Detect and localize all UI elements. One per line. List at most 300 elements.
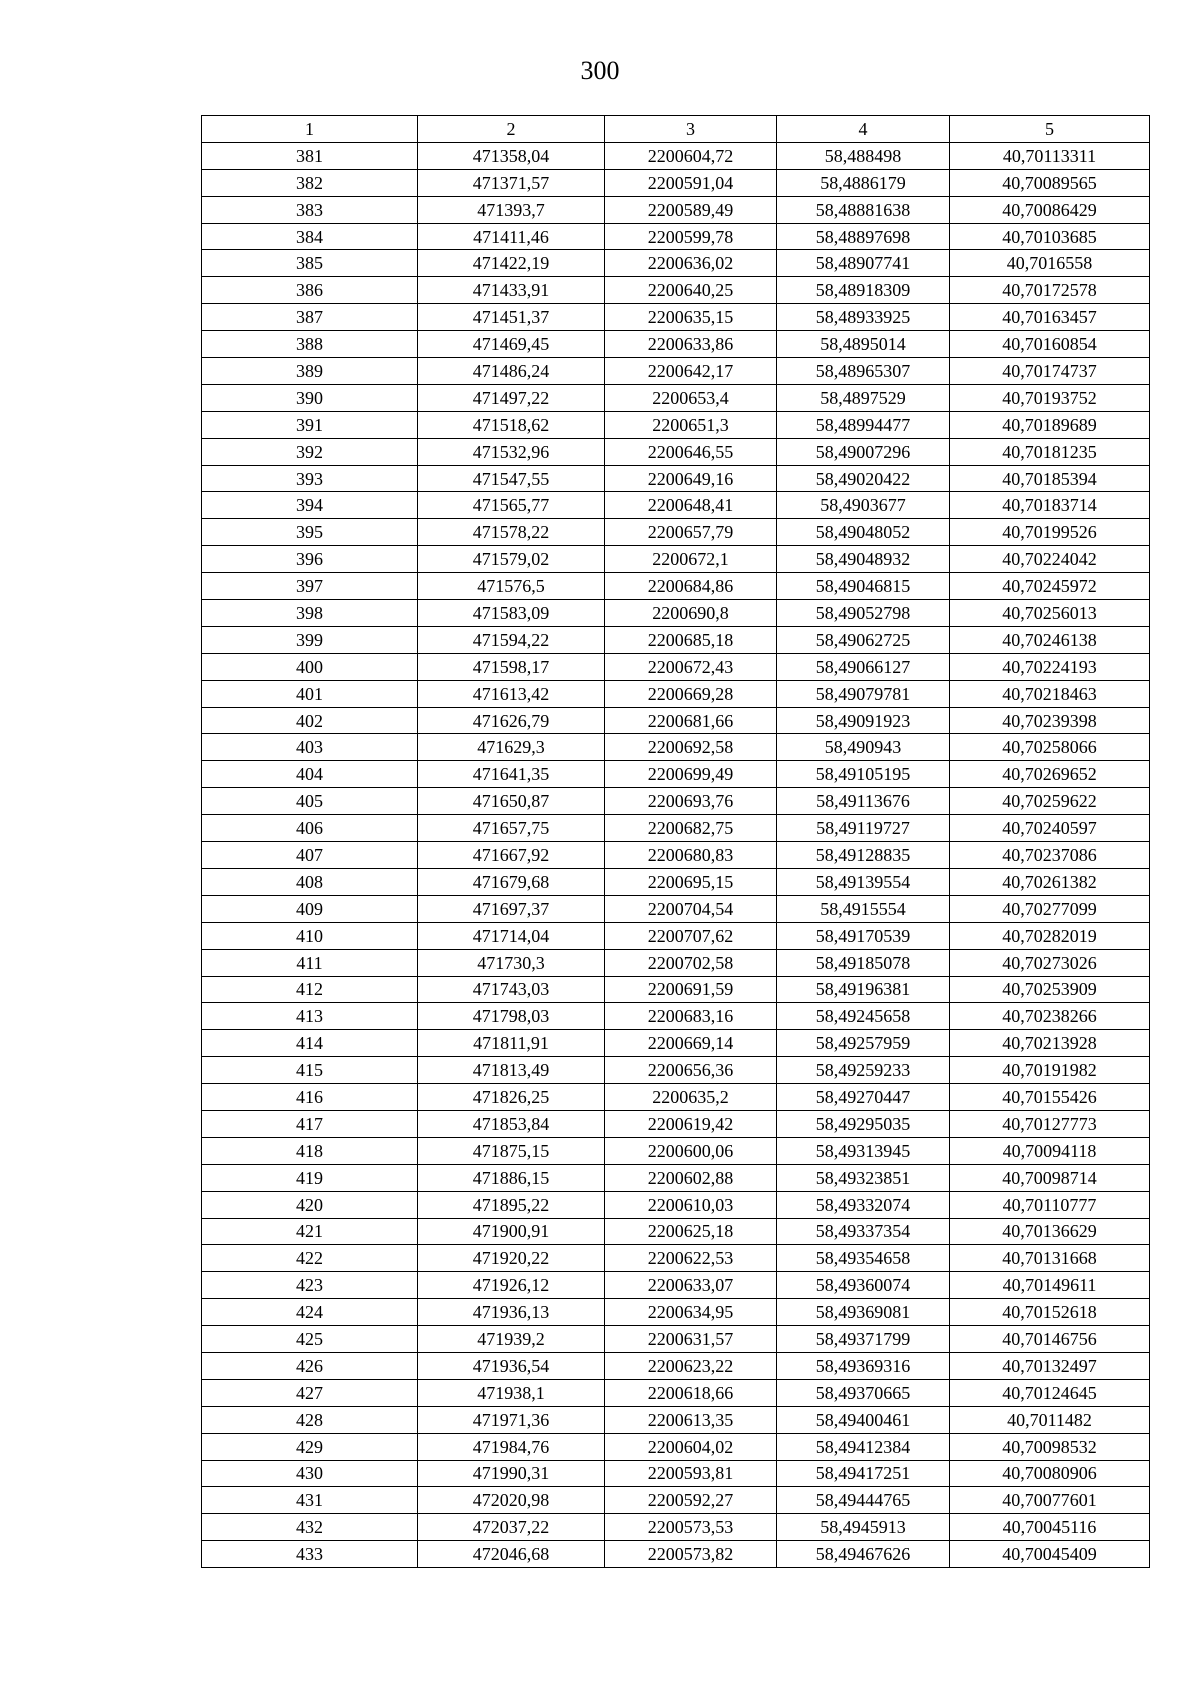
table-cell-col4: 58,49295035 — [777, 1110, 950, 1137]
table-cell-col5: 40,7016558 — [950, 250, 1150, 277]
table-cell-col4: 58,49354658 — [777, 1245, 950, 1272]
table-cell-col4: 58,488498 — [777, 142, 950, 169]
table-cell-col3: 2200573,53 — [605, 1514, 777, 1541]
table-row — [202, 1379, 1150, 1406]
table-row — [202, 600, 1150, 627]
table-cell-col2: 471714,04 — [418, 922, 605, 949]
table-cell-col3: 2200600,06 — [605, 1137, 777, 1164]
table-row — [202, 1084, 1150, 1111]
table-row — [202, 1514, 1150, 1541]
table-cell-col5: 40,70185394 — [950, 465, 1150, 492]
table-cell-col2: 471900,91 — [418, 1218, 605, 1245]
table-cell-col4: 58,49046815 — [777, 573, 950, 600]
table-cell-col3: 2200707,62 — [605, 922, 777, 949]
table-cell-col2: 471875,15 — [418, 1137, 605, 1164]
table-cell-col5: 40,70110777 — [950, 1191, 1150, 1218]
table-row — [202, 492, 1150, 519]
table-cell-col2: 471730,3 — [418, 949, 605, 976]
table-row — [202, 707, 1150, 734]
table-cell-col2: 471532,96 — [418, 438, 605, 465]
table-cell-col5: 40,70246138 — [950, 626, 1150, 653]
table-cell-col2: 471798,03 — [418, 1003, 605, 1030]
table-cell-col3: 2200657,79 — [605, 519, 777, 546]
table-cell-col1: 411 — [202, 949, 418, 976]
table-row — [202, 1352, 1150, 1379]
table-cell-col4: 58,49259233 — [777, 1057, 950, 1084]
table-cell-col2: 471813,49 — [418, 1057, 605, 1084]
table-cell-col1: 413 — [202, 1003, 418, 1030]
table-cell-col3: 2200602,88 — [605, 1164, 777, 1191]
table-cell-col5: 40,70189689 — [950, 411, 1150, 438]
table-cell-col1: 429 — [202, 1433, 418, 1460]
table-cell-col2: 471984,76 — [418, 1433, 605, 1460]
table-cell-col4: 58,49185078 — [777, 949, 950, 976]
table-row — [202, 277, 1150, 304]
table-cell-col4: 58,49119727 — [777, 815, 950, 842]
table-cell-col5: 40,70113311 — [950, 142, 1150, 169]
table-cell-col2: 471594,22 — [418, 626, 605, 653]
table-cell-col1: 431 — [202, 1487, 418, 1514]
table-cell-col4: 58,49313945 — [777, 1137, 950, 1164]
table-row — [202, 304, 1150, 331]
table-cell-col4: 58,4915554 — [777, 895, 950, 922]
table-cell-col2: 471578,22 — [418, 519, 605, 546]
table-cell-col4: 58,49052798 — [777, 600, 950, 627]
table-cell-col5: 40,70103685 — [950, 223, 1150, 250]
table-cell-col4: 58,49170539 — [777, 922, 950, 949]
table-cell-col1: 417 — [202, 1110, 418, 1137]
table-cell-col5: 40,70256013 — [950, 600, 1150, 627]
table-cell-col5: 40,7011482 — [950, 1406, 1150, 1433]
table-cell-col4: 58,49412384 — [777, 1433, 950, 1460]
table-cell-col1: 419 — [202, 1164, 418, 1191]
table-cell-col1: 410 — [202, 922, 418, 949]
table-cell-col3: 2200589,49 — [605, 196, 777, 223]
table-cell-col2: 471697,37 — [418, 895, 605, 922]
table-cell-col3: 2200683,16 — [605, 1003, 777, 1030]
table-row — [202, 519, 1150, 546]
table-cell-col3: 2200669,28 — [605, 680, 777, 707]
table-cell-col2: 471583,09 — [418, 600, 605, 627]
table-cell-col5: 40,70131668 — [950, 1245, 1150, 1272]
coordinates-table — [201, 115, 1150, 1568]
table-cell-col4: 58,4945913 — [777, 1514, 950, 1541]
table-cell-col5: 40,70124645 — [950, 1379, 1150, 1406]
table-cell-col2: 471451,37 — [418, 304, 605, 331]
table-cell-col4: 58,49332074 — [777, 1191, 950, 1218]
table-cell-col3: 2200651,3 — [605, 411, 777, 438]
table-cell-col1: 383 — [202, 196, 418, 223]
table-cell-col4: 58,49323851 — [777, 1164, 950, 1191]
table-cell-col3: 2200685,18 — [605, 626, 777, 653]
table-cell-col3: 2200623,22 — [605, 1352, 777, 1379]
table-cell-col1: 428 — [202, 1406, 418, 1433]
table-cell-col4: 58,49369316 — [777, 1352, 950, 1379]
table-cell-col2: 471971,36 — [418, 1406, 605, 1433]
table-cell-col4: 58,49257959 — [777, 1030, 950, 1057]
table-cell-col4: 58,4903677 — [777, 492, 950, 519]
table-cell-col1: 399 — [202, 626, 418, 653]
table-row — [202, 250, 1150, 277]
table-cell-col1: 381 — [202, 142, 418, 169]
table-row — [202, 1191, 1150, 1218]
table-cell-col5: 40,70149611 — [950, 1272, 1150, 1299]
table-cell-col5: 40,70259622 — [950, 788, 1150, 815]
table-cell-col3: 2200625,18 — [605, 1218, 777, 1245]
table-cell-col3: 2200704,54 — [605, 895, 777, 922]
table-cell-col3: 2200648,41 — [605, 492, 777, 519]
table-row — [202, 895, 1150, 922]
table-cell-col5: 40,70237086 — [950, 842, 1150, 869]
table-cell-col5: 40,70253909 — [950, 976, 1150, 1003]
table-row — [202, 465, 1150, 492]
table-cell-col3: 2200635,2 — [605, 1084, 777, 1111]
table-cell-col1: 412 — [202, 976, 418, 1003]
table-body — [202, 142, 1150, 1567]
table-cell-col5: 40,70045116 — [950, 1514, 1150, 1541]
table-cell-col1: 400 — [202, 653, 418, 680]
table-cell-col3: 2200633,86 — [605, 331, 777, 358]
table-cell-col5: 40,70132497 — [950, 1352, 1150, 1379]
table-cell-col2: 471886,15 — [418, 1164, 605, 1191]
table-cell-col4: 58,490943 — [777, 734, 950, 761]
table-header — [202, 116, 1150, 143]
table-cell-col3: 2200599,78 — [605, 223, 777, 250]
table-cell-col3: 2200618,66 — [605, 1379, 777, 1406]
table-cell-col5: 40,70155426 — [950, 1084, 1150, 1111]
table-cell-col1: 386 — [202, 277, 418, 304]
table-cell-col1: 433 — [202, 1541, 418, 1568]
table-cell-col1: 395 — [202, 519, 418, 546]
table-cell-col2: 471826,25 — [418, 1084, 605, 1111]
table-row — [202, 1137, 1150, 1164]
table-cell-col1: 414 — [202, 1030, 418, 1057]
table-cell-col1: 392 — [202, 438, 418, 465]
table-cell-col1: 401 — [202, 680, 418, 707]
table-cell-col3: 2200656,36 — [605, 1057, 777, 1084]
table-cell-col5: 40,70160854 — [950, 331, 1150, 358]
table-cell-col1: 389 — [202, 358, 418, 385]
table-cell-col2: 471920,22 — [418, 1245, 605, 1272]
table-cell-col4: 58,49370665 — [777, 1379, 950, 1406]
table-row — [202, 169, 1150, 196]
table-cell-col1: 408 — [202, 868, 418, 895]
table-cell-col1: 404 — [202, 761, 418, 788]
table-cell-col1: 422 — [202, 1245, 418, 1272]
table-cell-col2: 472020,98 — [418, 1487, 605, 1514]
table-cell-col2: 471497,22 — [418, 384, 605, 411]
table-cell-col1: 397 — [202, 573, 418, 600]
table-cell-col3: 2200690,8 — [605, 600, 777, 627]
table-cell-col2: 471641,35 — [418, 761, 605, 788]
table-row — [202, 922, 1150, 949]
table-cell-col1: 425 — [202, 1326, 418, 1353]
table-cell-col2: 471433,91 — [418, 277, 605, 304]
table-cell-col5: 40,70213928 — [950, 1030, 1150, 1057]
table-cell-col2: 471679,68 — [418, 868, 605, 895]
table-row — [202, 949, 1150, 976]
table-cell-col5: 40,70174737 — [950, 358, 1150, 385]
table-cell-col1: 432 — [202, 1514, 418, 1541]
table-cell-col3: 2200604,02 — [605, 1433, 777, 1460]
table-cell-col3: 2200693,76 — [605, 788, 777, 815]
table-cell-col4: 58,49400461 — [777, 1406, 950, 1433]
table-cell-col5: 40,70045409 — [950, 1541, 1150, 1568]
table-cell-col5: 40,70094118 — [950, 1137, 1150, 1164]
table-cell-col1: 406 — [202, 815, 418, 842]
table-cell-col5: 40,70183714 — [950, 492, 1150, 519]
table-cell-col2: 471657,75 — [418, 815, 605, 842]
table-cell-col1: 398 — [202, 600, 418, 627]
table-cell-col4: 58,49369081 — [777, 1299, 950, 1326]
table-cell-col3: 2200610,03 — [605, 1191, 777, 1218]
table-cell-col2: 471371,57 — [418, 169, 605, 196]
table-row — [202, 1487, 1150, 1514]
column-header-3: 3 — [605, 116, 777, 143]
table-cell-col4: 58,48897698 — [777, 223, 950, 250]
table-cell-col4: 58,49444765 — [777, 1487, 950, 1514]
table-cell-col2: 471853,84 — [418, 1110, 605, 1137]
table-cell-col4: 58,49360074 — [777, 1272, 950, 1299]
table-cell-col5: 40,70127773 — [950, 1110, 1150, 1137]
table-cell-col5: 40,70277099 — [950, 895, 1150, 922]
table-cell-col3: 2200672,43 — [605, 653, 777, 680]
table-cell-col2: 471629,3 — [418, 734, 605, 761]
table-cell-col1: 394 — [202, 492, 418, 519]
table-cell-col5: 40,70240597 — [950, 815, 1150, 842]
table-row — [202, 976, 1150, 1003]
table-cell-col2: 471939,2 — [418, 1326, 605, 1353]
table-cell-col4: 58,49196381 — [777, 976, 950, 1003]
table-cell-col5: 40,70224042 — [950, 546, 1150, 573]
table-cell-col4: 58,49066127 — [777, 653, 950, 680]
table-cell-col1: 382 — [202, 169, 418, 196]
table-row — [202, 1164, 1150, 1191]
table-cell-col5: 40,70238266 — [950, 1003, 1150, 1030]
table-cell-col1: 391 — [202, 411, 418, 438]
table-cell-col3: 2200669,14 — [605, 1030, 777, 1057]
table-cell-col2: 472037,22 — [418, 1514, 605, 1541]
table-cell-col5: 40,70239398 — [950, 707, 1150, 734]
table-cell-col3: 2200642,17 — [605, 358, 777, 385]
table-cell-col4: 58,49139554 — [777, 868, 950, 895]
table-cell-col4: 58,49020422 — [777, 465, 950, 492]
column-header-1: 1 — [202, 116, 418, 143]
table-cell-col5: 40,70269652 — [950, 761, 1150, 788]
table-cell-col2: 471469,45 — [418, 331, 605, 358]
table-cell-col2: 471626,79 — [418, 707, 605, 734]
table-row — [202, 1110, 1150, 1137]
table-cell-col3: 2200653,4 — [605, 384, 777, 411]
table-cell-col5: 40,70224193 — [950, 653, 1150, 680]
page-number: 300 — [580, 56, 620, 85]
table-cell-col5: 40,70218463 — [950, 680, 1150, 707]
column-header-5: 5 — [950, 116, 1150, 143]
table-row — [202, 1272, 1150, 1299]
table-cell-col1: 409 — [202, 895, 418, 922]
table-cell-col1: 405 — [202, 788, 418, 815]
table-cell-col3: 2200613,35 — [605, 1406, 777, 1433]
table-cell-col1: 416 — [202, 1084, 418, 1111]
table-cell-col5: 40,70191982 — [950, 1057, 1150, 1084]
table-cell-col4: 58,49113676 — [777, 788, 950, 815]
table-cell-col2: 471393,7 — [418, 196, 605, 223]
table-row — [202, 1326, 1150, 1353]
table-cell-col2: 471518,62 — [418, 411, 605, 438]
table-cell-col3: 2200619,42 — [605, 1110, 777, 1137]
table-cell-col1: 390 — [202, 384, 418, 411]
table-row — [202, 1541, 1150, 1568]
header-row — [202, 116, 1150, 143]
table-cell-col3: 2200646,55 — [605, 438, 777, 465]
table-cell-col1: 402 — [202, 707, 418, 734]
table-cell-col5: 40,70136629 — [950, 1218, 1150, 1245]
table-cell-col5: 40,70245972 — [950, 573, 1150, 600]
table-cell-col4: 58,4897529 — [777, 384, 950, 411]
table-cell-col4: 58,48933925 — [777, 304, 950, 331]
table-cell-col4: 58,49105195 — [777, 761, 950, 788]
table-cell-col4: 58,49091923 — [777, 707, 950, 734]
table-cell-col4: 58,49048052 — [777, 519, 950, 546]
table-cell-col1: 423 — [202, 1272, 418, 1299]
table-row — [202, 653, 1150, 680]
table-cell-col2: 471565,77 — [418, 492, 605, 519]
table-cell-col2: 471811,91 — [418, 1030, 605, 1057]
table-cell-col5: 40,70080906 — [950, 1460, 1150, 1487]
table-cell-col5: 40,70181235 — [950, 438, 1150, 465]
table-cell-col2: 471926,12 — [418, 1272, 605, 1299]
table-cell-col5: 40,70089565 — [950, 169, 1150, 196]
table-cell-col4: 58,48994477 — [777, 411, 950, 438]
table-cell-col5: 40,70077601 — [950, 1487, 1150, 1514]
table-cell-col5: 40,70273026 — [950, 949, 1150, 976]
table-cell-col3: 2200604,72 — [605, 142, 777, 169]
table-cell-col1: 426 — [202, 1352, 418, 1379]
table-cell-col1: 420 — [202, 1191, 418, 1218]
table-cell-col4: 58,49245658 — [777, 1003, 950, 1030]
table-cell-col5: 40,70261382 — [950, 868, 1150, 895]
table-cell-col5: 40,70086429 — [950, 196, 1150, 223]
table-cell-col1: 418 — [202, 1137, 418, 1164]
table-cell-col1: 388 — [202, 331, 418, 358]
table-cell-col2: 471743,03 — [418, 976, 605, 1003]
table-cell-col4: 58,49062725 — [777, 626, 950, 653]
table-cell-col3: 2200691,59 — [605, 976, 777, 1003]
table-row — [202, 734, 1150, 761]
table-row — [202, 573, 1150, 600]
table-row — [202, 761, 1150, 788]
table-cell-col2: 471598,17 — [418, 653, 605, 680]
table-cell-col5: 40,70193752 — [950, 384, 1150, 411]
table-cell-col2: 471422,19 — [418, 250, 605, 277]
table-cell-col2: 471936,54 — [418, 1352, 605, 1379]
table-row — [202, 384, 1150, 411]
table-cell-col5: 40,70199526 — [950, 519, 1150, 546]
table-cell-col1: 387 — [202, 304, 418, 331]
table-cell-col1: 396 — [202, 546, 418, 573]
table-cell-col1: 384 — [202, 223, 418, 250]
table-cell-col3: 2200591,04 — [605, 169, 777, 196]
table-cell-col4: 58,49337354 — [777, 1218, 950, 1245]
table-cell-col2: 471486,24 — [418, 358, 605, 385]
table-row — [202, 331, 1150, 358]
table-row — [202, 842, 1150, 869]
table-cell-col2: 471547,55 — [418, 465, 605, 492]
table-row — [202, 1406, 1150, 1433]
table-cell-col3: 2200636,02 — [605, 250, 777, 277]
table-cell-col4: 58,48907741 — [777, 250, 950, 277]
table-row — [202, 358, 1150, 385]
table-cell-col5: 40,70282019 — [950, 922, 1150, 949]
table-cell-col4: 58,49079781 — [777, 680, 950, 707]
table-cell-col5: 40,70146756 — [950, 1326, 1150, 1353]
table-cell-col3: 2200702,58 — [605, 949, 777, 976]
table-cell-col2: 471576,5 — [418, 573, 605, 600]
table-cell-col3: 2200640,25 — [605, 277, 777, 304]
table-cell-col3: 2200573,82 — [605, 1541, 777, 1568]
table-cell-col1: 385 — [202, 250, 418, 277]
table-cell-col3: 2200592,27 — [605, 1487, 777, 1514]
table-cell-col1: 415 — [202, 1057, 418, 1084]
table-cell-col2: 472046,68 — [418, 1541, 605, 1568]
table-row — [202, 142, 1150, 169]
table-cell-col3: 2200631,57 — [605, 1326, 777, 1353]
table-cell-col3: 2200681,66 — [605, 707, 777, 734]
table-cell-col3: 2200635,15 — [605, 304, 777, 331]
table-row — [202, 1030, 1150, 1057]
table-cell-col3: 2200682,75 — [605, 815, 777, 842]
table-cell-col3: 2200634,95 — [605, 1299, 777, 1326]
table-cell-col3: 2200684,86 — [605, 573, 777, 600]
table-row — [202, 546, 1150, 573]
table-row — [202, 680, 1150, 707]
table-cell-col5: 40,70163457 — [950, 304, 1150, 331]
table-cell-col4: 58,49467626 — [777, 1541, 950, 1568]
table-row — [202, 1245, 1150, 1272]
table-cell-col1: 427 — [202, 1379, 418, 1406]
table-cell-col3: 2200699,49 — [605, 761, 777, 788]
table-cell-col3: 2200649,16 — [605, 465, 777, 492]
table-cell-col2: 471411,46 — [418, 223, 605, 250]
table-cell-col5: 40,70172578 — [950, 277, 1150, 304]
table-cell-col2: 471936,13 — [418, 1299, 605, 1326]
table-row — [202, 1057, 1150, 1084]
table-cell-col3: 2200692,58 — [605, 734, 777, 761]
table-cell-col4: 58,49128835 — [777, 842, 950, 869]
table-cell-col1: 421 — [202, 1218, 418, 1245]
table-row — [202, 1003, 1150, 1030]
table-row — [202, 1433, 1150, 1460]
column-header-2: 2 — [418, 116, 605, 143]
table-row — [202, 626, 1150, 653]
table-cell-col3: 2200622,53 — [605, 1245, 777, 1272]
table-cell-col4: 58,48918309 — [777, 277, 950, 304]
table-cell-col4: 58,4895014 — [777, 331, 950, 358]
table-cell-col3: 2200680,83 — [605, 842, 777, 869]
table-cell-col5: 40,70098532 — [950, 1433, 1150, 1460]
table-cell-col4: 58,49007296 — [777, 438, 950, 465]
table-cell-col2: 471938,1 — [418, 1379, 605, 1406]
table-cell-col2: 471579,02 — [418, 546, 605, 573]
table-cell-col4: 58,49371799 — [777, 1326, 950, 1353]
table-cell-col4: 58,49417251 — [777, 1460, 950, 1487]
table-cell-col2: 471650,87 — [418, 788, 605, 815]
table-cell-col4: 58,49270447 — [777, 1084, 950, 1111]
table-cell-col1: 403 — [202, 734, 418, 761]
table-row — [202, 438, 1150, 465]
table-cell-col3: 2200695,15 — [605, 868, 777, 895]
table-row — [202, 196, 1150, 223]
